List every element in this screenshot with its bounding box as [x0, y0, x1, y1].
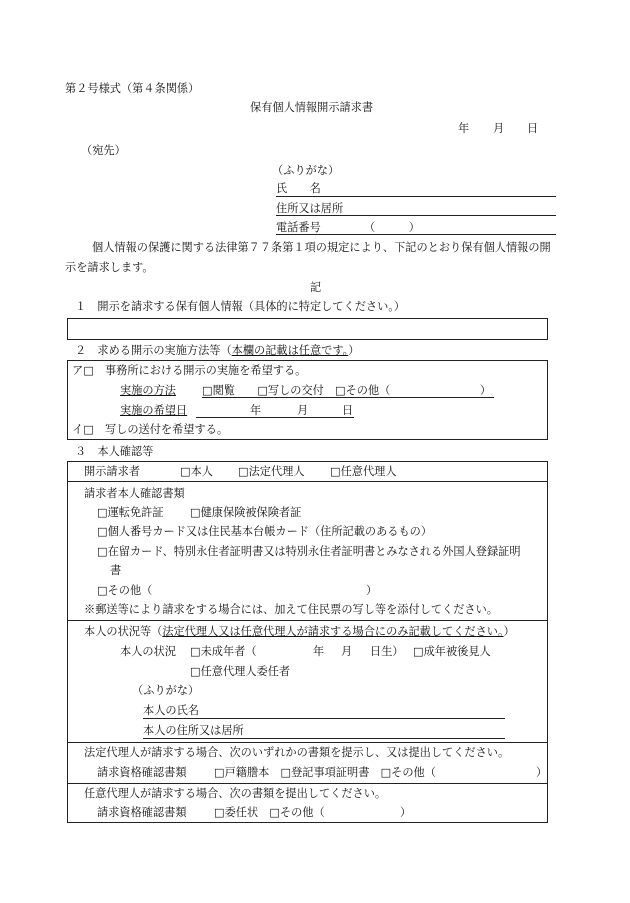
date-day-label: 日 [527, 122, 539, 135]
id-docs-title: 請求者本人確認書類 [84, 487, 185, 500]
intro-line-2: 示を請求します。 [65, 261, 154, 274]
opt-agent-delegator[interactable]: □任意代理人委任者 [190, 665, 291, 678]
status-label: 本人の状況 [120, 645, 176, 658]
ki-heading: 記 [310, 281, 322, 294]
status-heading-prefix: 本人の状況等（ [84, 625, 163, 638]
mail-note: ※郵送等により請求をする場合には、加えて住民票の写し等を添付してください。 [84, 603, 498, 616]
method-label: 実施の方法 [120, 384, 176, 397]
minor-birth-day: 日生） [370, 645, 404, 658]
requester-furigana: （ふりがな） [272, 164, 340, 177]
requester-phone-label: 電話番号 [276, 221, 321, 234]
wish-year: 年 [250, 404, 262, 417]
person-furigana: （ふりがな） [132, 684, 200, 697]
doc-drivers-license[interactable]: □運転免許証 [97, 506, 164, 519]
status-heading [84, 625, 515, 639]
wish-date-label: 実施の希望日 [120, 404, 188, 417]
voluntary-qual-docs-options[interactable]: □委任状 □その他（ [214, 806, 325, 819]
sep-1 [67, 481, 548, 482]
sep-2 [67, 620, 548, 621]
doc-residence-card[interactable]: □在留カード、特別永住者証明書又は特別永住者証明書とみなされる外国人登録証明 [97, 545, 521, 558]
doc-residence-card-cont: 書 [110, 564, 122, 577]
doc-health-insurance[interactable]: □健康保険被保険者証 [190, 506, 302, 519]
wish-day: 日 [342, 404, 354, 417]
method-options[interactable]: □閲覧 □写しの交付 □その他（ ） [202, 384, 492, 397]
option-a-office[interactable]: ア□ 事務所における開示の実施を希望する。 [72, 364, 307, 377]
info-specify-box[interactable] [67, 318, 548, 340]
opt-minor[interactable]: □未成年者（ [190, 645, 257, 658]
legal-qual-docs-options[interactable]: □戸籍謄本 □登記事項証明書 □その他（ [214, 766, 436, 779]
requester-name-label: 氏 名 [276, 182, 321, 195]
form-title: 保有個人情報開示請求書 [250, 101, 374, 114]
section2-heading-suffix: ） [348, 344, 360, 357]
intro-line-1: 個人情報の保護に関する法律第７７条第１項の規定により、下記のとおり保有個人情報の開 [92, 241, 551, 254]
minor-year: 年 [313, 645, 325, 658]
legal-qual-docs-close: ） [536, 766, 548, 779]
sep-3 [67, 742, 548, 743]
date-year-label: 年 [458, 122, 470, 135]
option-i-mail[interactable]: イ□ 写しの送付を希望する。 [72, 423, 229, 436]
doc-mynumber-card[interactable]: □個人番号カード又は住民基本台帳カード（住所記載のあるもの） [97, 525, 433, 538]
status-heading-note: 法定代理人又は任意代理人が請求する場合にのみ記載してください。 [162, 625, 504, 638]
status-heading-suffix: ） [503, 625, 515, 638]
form-number: 第２号様式（第４条関係） [65, 82, 200, 95]
legal-qual-docs-label: 請求資格確認書類 [97, 766, 187, 779]
opt-legal-agent[interactable]: □法定代理人 [238, 465, 305, 478]
section2-heading-prefix: ２ 求める開示の実施方法等（ [75, 344, 232, 357]
opt-self[interactable]: □本人 [180, 465, 213, 478]
doc-other[interactable]: □その他（ [97, 584, 153, 597]
section3-heading: ３ 本人確認等 [75, 445, 154, 458]
wish-date-line[interactable] [196, 417, 354, 418]
requester-address-label: 住所又は居所 [276, 202, 344, 215]
person-name-line[interactable] [143, 718, 505, 719]
phone-area-paren: （ ） [364, 221, 420, 234]
phone-line[interactable] [276, 234, 556, 235]
opt-voluntary-agent[interactable]: □任意代理人 [330, 465, 397, 478]
requester-type-label: 開示請求者 [84, 465, 140, 478]
voluntary-qual-docs-label: 請求資格確認書類 [97, 806, 187, 819]
section2-heading [75, 344, 359, 358]
wish-month: 月 [297, 404, 309, 417]
person-name-label: 本人の氏名 [143, 704, 199, 717]
doc-other-close: ） [366, 584, 378, 597]
method-underline [202, 397, 494, 398]
voluntary-agent-note: 任意代理人が請求する場合、次の書類を提出してください。 [84, 787, 387, 800]
name-line[interactable] [276, 196, 556, 197]
person-address-line[interactable] [143, 738, 505, 739]
address-line[interactable] [276, 215, 556, 216]
voluntary-qual-docs-close: ） [400, 806, 412, 819]
section1-heading: １ 開示を請求する保有個人情報（具体的に特定してください。） [75, 300, 406, 313]
date-month-label: 月 [493, 122, 505, 135]
opt-adult-ward[interactable]: □成年被後見人 [413, 645, 491, 658]
minor-month: 月 [341, 645, 353, 658]
person-address-label: 本人の住所又は居所 [143, 724, 244, 737]
legal-agent-note: 法定代理人が請求する場合、次のいずれかの書類を提示し、又は提出してください。 [84, 746, 510, 759]
addressee: （宛先） [81, 144, 126, 157]
sep-4 [67, 783, 548, 784]
section2-optional-note: 本欄の記載は任意です。 [231, 344, 349, 357]
